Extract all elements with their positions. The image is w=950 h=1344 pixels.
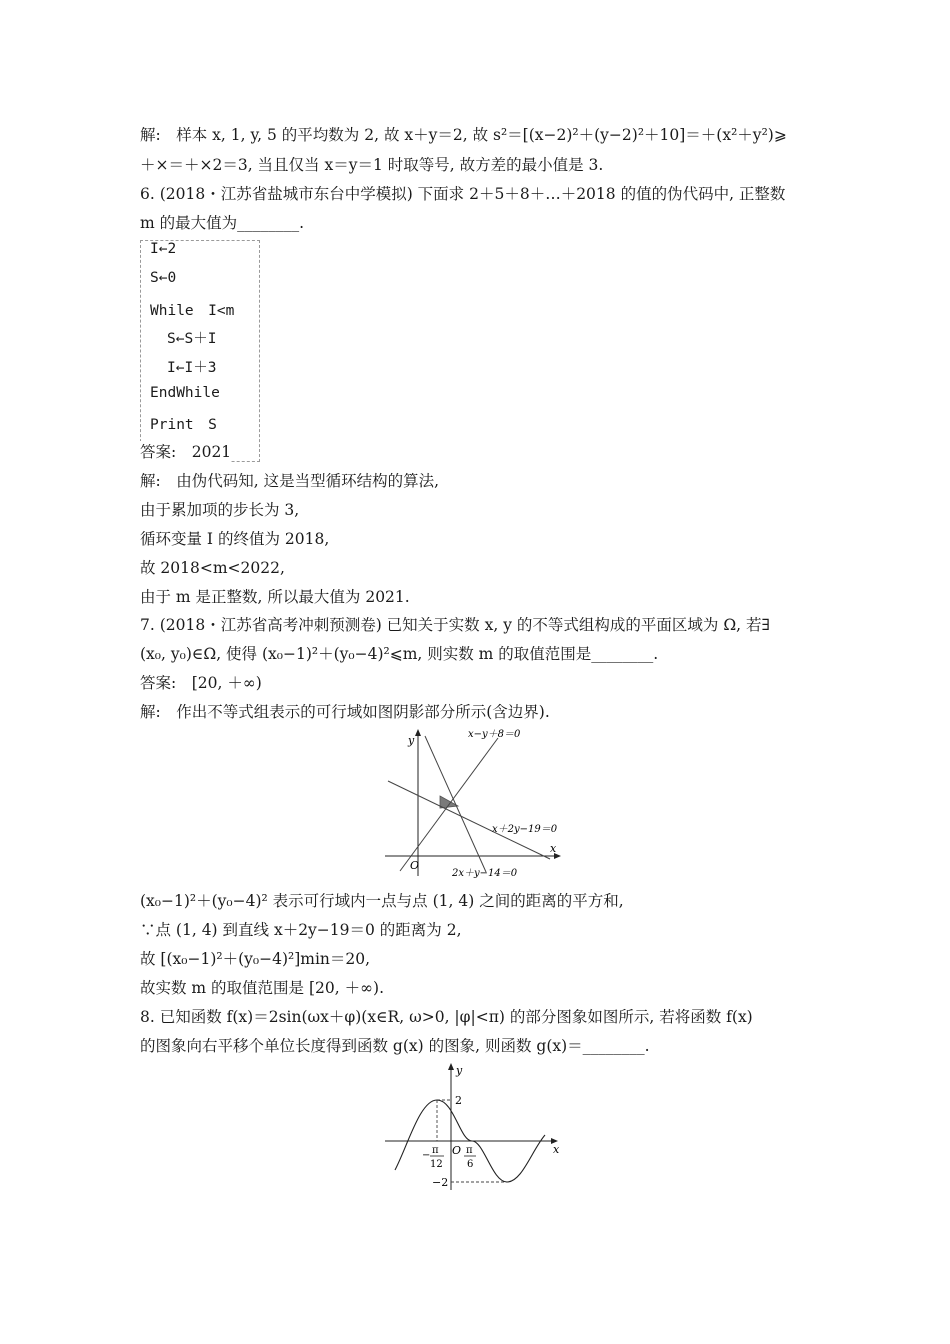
fig2-min-label: −2 [432,1176,449,1189]
code-line-7: Print S [150,417,217,433]
fig2-minus-sign: − [422,1150,431,1161]
fig2-y-axis-arrow [448,1063,454,1070]
pseudo-code-box [140,240,260,462]
code-line-3: While I<m [150,303,235,319]
fig1-y-label: y [408,734,415,747]
fig2-max-label: 2 [455,1094,462,1107]
fig2-denom-6: 6 [467,1159,474,1170]
question-7-line-2: (x₀, y₀)∈Ω, 使得 (x₀−1)²＋(y₀−4)²⩽m, 则实数 m 的取值范围是________. [140,645,659,663]
fig1-x-label: x [550,842,557,855]
solution-7-line-2: (x₀−1)²＋(y₀−4)² 表示可行域内一点与点 (1, 4) 之间的距离的平方和, [140,892,624,910]
fig2-x-label: x [553,1143,560,1156]
solution-6-line-5: 由于 m 是正整数, 所以最大值为 2021. [140,588,410,606]
fig2-y-label: y [456,1064,463,1077]
solution-7-line-3: ∵点 (1, 4) 到直线 x＋2y−19＝0 的距离为 2, [140,921,462,939]
fig2-denom-12: 12 [430,1159,443,1170]
solution-6-line-3: 循环变量 I 的终值为 2018, [140,530,330,548]
fig1-line1-label: x−y＋8＝0 [468,729,521,740]
code-line-4: S←S＋I [167,331,217,347]
solution-6-line-2: 由于累加项的步长为 3, [140,501,300,519]
solution-6-line-1: 解: 由伪代码知, 这是当型循环结构的算法, [140,472,440,490]
sine-graph-figure [380,1060,570,1195]
solution-7-line-1: 解: 作出不等式组表示的可行域如图阴影部分所示(含边界). [140,703,550,721]
fig2-pi-2: π [466,1145,473,1156]
fig2-pi-1: π [432,1145,439,1156]
question-6-line-2: m 的最大值为________. [140,214,305,232]
solution-6-line-4: 故 2018<m<2022, [140,559,285,577]
question-7-line-1: 7. (2018・江苏省高考冲刺预测卷) 已知关于实数 x, y 的不等式组构成的平面区域为 Ω, 若∃ [140,616,770,634]
question-8-line-2: 的图象向右平移个单位长度得到函数 g(x) 的图象, 则函数 g(x)＝________. [140,1037,650,1055]
shaded-region [440,796,458,808]
answer-7: 答案: [20, ＋∞) [140,674,262,692]
solution-7-line-5: 故实数 m 的取值范围是 [20, ＋∞). [140,979,384,997]
fig2-origin-label: O [452,1144,462,1157]
line-x-2y-19 [388,781,550,859]
line-2x-y-14 [425,736,486,872]
solution-7-line-4: 故 [(x₀−1)²＋(y₀−4)²]min＝20, [140,950,371,968]
code-line-5: I←I＋3 [167,360,217,376]
solution-5-line-1: 解: 样本 x, 1, y, 5 的平均数为 2, 故 x＋y＝2, 故 s²＝[(x−2)²＋(y−2)²＋10]＝＋(x²＋y²)⩾ [140,126,787,144]
fig1-line2-label: x＋2y−19＝0 [492,824,558,835]
question-6-line-1: 6. (2018・江苏省盐城市东台中学模拟) 下面求 2＋5＋8＋…＋2018 的值的伪代码中, 正整数 [140,185,786,203]
fig1-origin-label: O [410,859,420,872]
line-x-y-8 [400,738,498,871]
code-line-6: EndWhile [150,385,220,401]
solution-5-line-2: ＋×＝＋×2＝3, 当且仅当 x＝y＝1 时取等号, 故方差的最小值是 3. [140,156,604,174]
y-axis-arrow [415,729,421,736]
code-line-1: I←2 [150,241,177,257]
fig1-line3-label: 2x＋y−14＝0 [452,868,518,879]
answer-6: 答案: 2021 [140,443,232,461]
code-line-2: S←0 [150,270,177,286]
question-8-line-1: 8. 已知函数 f(x)＝2sin(ωx＋φ)(x∈R, ω>0, |φ|<π) 的部分图象如图所示, 若将函数 f(x) [140,1008,753,1026]
feasible-region-figure [380,726,570,881]
